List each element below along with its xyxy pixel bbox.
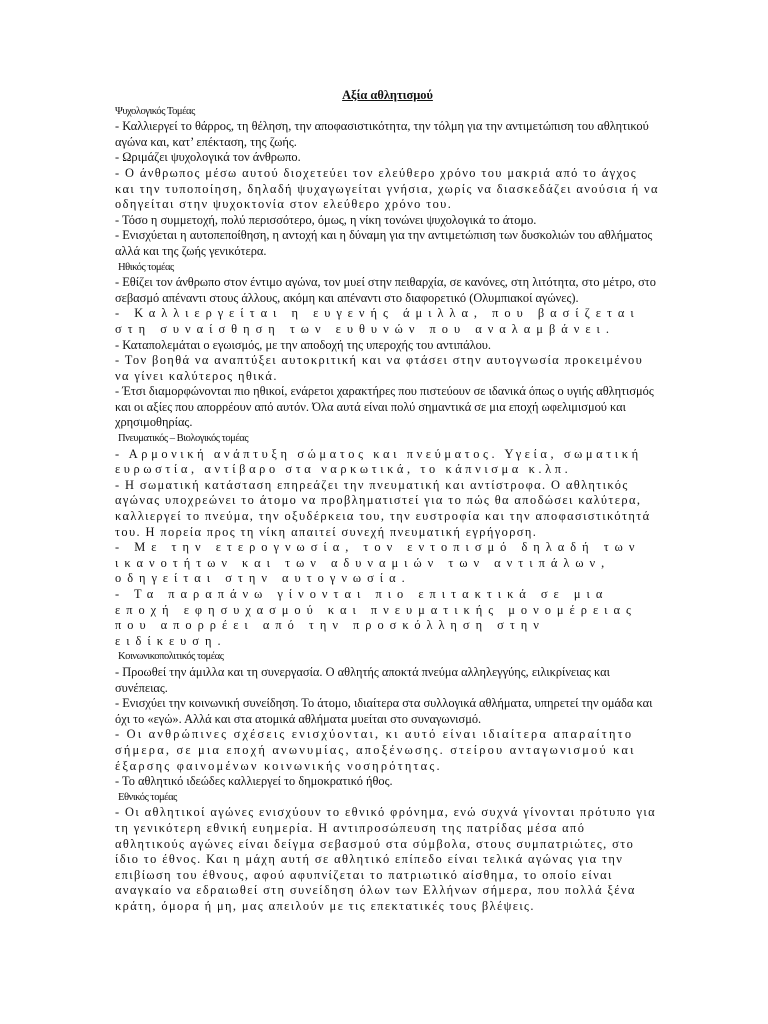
paragraph: - Με την ετερογνωσία, τον εντοπισμό δηλαδή των ικανοτήτων και των αδυναμιών των αντιπάλων, οδηγείται στην αυτογνωσία. xyxy=(115,540,641,586)
paragraph: - Τον βοηθά να αναπτύξει αυτοκριτική και να φτάσει στην αυτογνωσία προκειμένου να γίνει καλύτερος ηθικά. xyxy=(115,353,644,383)
paragraph: - Ωριμάζει ψυχολογικά τον άνθρωπο. xyxy=(115,150,301,165)
paragraph: - Προωθεί την άμιλλα και τη συνεργασία. Ο αθλητής αποκτά πνεύμα αλληλεγγύης, ειλικρίνειας και συνέπειας. xyxy=(115,664,610,695)
paragraph: - Η σωματική κατάσταση επηρεάζει την πνευματική και αντίστροφα. Ο αθλητικός αγώνας υποχρεώνει το άτομο να προβληματιστεί για το πώς θα αποδώσει καλύτερα, καλλιεργεί το πνεύμα, την οξυδέρκεια του, την ευστροφία και την αποφασιστικότητά του. Η πορεία προς τη νίκη απαιτεί συνεχή πνευματική εγρήγορση. xyxy=(115,477,651,539)
document-page xyxy=(115,88,660,914)
section-heading-sociopolitical: Κοινωνικοπολιτικός τομέας xyxy=(118,651,224,663)
paragraph: - Καλλιεργείται η ευγενής άμιλλα, που βασίζεται στη συναίσθηση των ευθυνών που αναλαμβάνει. xyxy=(115,306,640,336)
document-title: Αξία αθλητισμού xyxy=(342,88,433,102)
paragraph: - Ο άνθρωπος μέσω αυτού διοχετεύει τον ελεύθερο χρόνο του μακριά από το άγχος και την τυποποίηση, δηλαδή ψυχαγωγείται γνήσια, χωρίς να διασκεδάζει ανούσια ή να οδηγείται στην ψυχοκτονία στον ελεύθερο χρόνο του. xyxy=(115,165,659,212)
paragraph: - Το αθλητικό ιδεώδες καλλιεργεί το δημοκρατικό ήθος. xyxy=(115,774,393,789)
paragraph: - Καταπολεμάται ο εγωισμός, με την αποδοχή της υπεροχής του αντιπάλου. xyxy=(115,337,492,352)
paragraph: - Οι ανθρώπινες σχέσεις ενισχύονται, κι αυτό είναι ιδιαίτερα απαραίτητο σήμερα, σε μια εποχή ανωνυμίας, αποξένωσης. στείρου ανταγωνισμού και έξαρσης φαινομένων κοινωνικής νοσηρότητας. xyxy=(115,727,636,773)
paragraph: - Τα παραπάνω γίνονται πιο επιτακτικά σε μια εποχή εφησυχασμού και πνευματικής μονομέρειας που απορρέει από την προσκόλληση στην ειδίκευση. xyxy=(115,587,637,648)
paragraph: - Οι αθλητικοί αγώνες ενισχύουν το εθνικό φρόνημα, ενώ συχνά γίνονται πρότυπο για τη γενικότερη εθνική ευημερία. Η αντιπροσώπευση της πατρίδας μέσα από αθλητικούς αγώνες είναι δείγμα σεβασμού στα σύμβολα, στους συμπατριώτες, στο ίδιο το έθνος. Και η μάχη αυτή σε αθλητικό επίπεδο είναι τελικά αγώνας για την επιβίωση του έθνους, αφού αφυπνίζεται το πατριωτικό αίσθημα, το οποίο είναι αναγκαίο να εδραιωθεί στη συνείδηση όλων των Ελλήνων σήμερα, που πολλά ξένα κράτη, όμορα ή μη, μας απειλούν με τις επεκτατικές τους βλέψεις. xyxy=(115,805,656,913)
section-heading-national: Εθνικός τομέας xyxy=(118,791,177,803)
paragraph: - Εθίζει τον άνθρωπο στον έντιμο αγώνα, τον μυεί στην πειθαρχία, σε κανόνες, στη λιτότητα, στο μέτρο, στο σεβασμό απέναντι στους άλλους, ακόμη και απέναντι στο διαφορετικό (Ολυμπιακοί αγώνες). xyxy=(115,275,656,305)
paragraph: - Τόσο η συμμετοχή, πολύ περισσότερο, όμως, η νίκη τονώνει ψυχολογικά το άτομο. xyxy=(115,212,537,227)
paragraph: - Ενισχύει την κοινωνική συνείδηση. Το άτομο, ιδιαίτερα στα συλλογικά αθλήματα, υπηρετεί την ομάδα και όχι το «εγώ». Αλλά και στα ατομικά αθλήματα μυείται στο συναγωνισμό. xyxy=(115,696,653,726)
paragraph: - Ενισχύεται η αυτοπεποίθηση, η αντοχή και η δύναμη για την αντιμετώπιση των δυσκολιών του αθλήματος αλλά και της ζωής γενικότερα. xyxy=(115,228,653,258)
section-heading-spiritual-biological: Πνευματικός – Βιολογικός τομέας xyxy=(118,433,249,445)
section-heading-psychological: Ψυχολογικός Τομέας xyxy=(115,105,195,117)
paragraph: - Έτσι διαμορφώνονται πιο ηθικοί, ενάρετοι χαρακτήρες που πιστεύουν σε ιδανικά όπως ο υγιής αθλητισμός και οι αξίες που απορρέουν από αυτόν. Όλα αυτά είναι πολύ σημαντικά σε μια εποχή ωφελιμισμού και χρησιμοθηρίας. xyxy=(115,384,654,430)
paragraph: - Καλλιεργεί το θάρρος, τη θέληση, την αποφασιστικότητα, την τόλμη για την αντιμετώπιση του αθλητικού αγώνα και, κατ’ επέκταση, της ζωής. xyxy=(115,119,649,149)
paragraph: - Αρμονική ανάπτυξη σώματος και πνεύματος. Υγεία, σωματική ευρωστία, αντίβαρο στα ναρκωτικά, το κάπνισμα κ.λπ. xyxy=(115,446,642,477)
section-heading-ethical: Ηθικός τομέας xyxy=(118,261,174,273)
